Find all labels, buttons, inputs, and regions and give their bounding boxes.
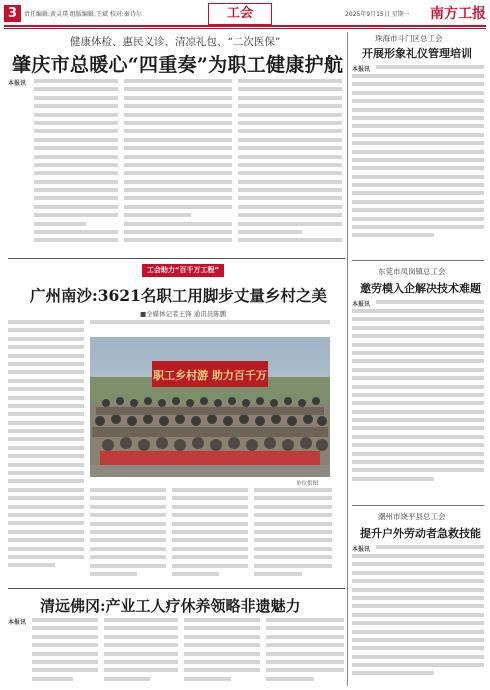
photo-credit: 单位供图 xyxy=(296,481,319,487)
bottom-byline: 本报讯 xyxy=(8,619,27,626)
feature-column-4 xyxy=(254,488,332,580)
sidebar-rule xyxy=(347,32,348,686)
bottom-column-4 xyxy=(266,618,344,686)
newspaper-logo: 南方工报 xyxy=(430,6,486,22)
sidebar-mid-body xyxy=(352,309,484,503)
header-rule-thin xyxy=(4,28,486,29)
lead-kicker: 健康体检、惠民义诊、清凉礼包、“二次医保” xyxy=(70,36,281,48)
feature-column-1 xyxy=(8,320,84,578)
sidebar-top-byline: 本报讯 xyxy=(352,66,371,73)
group-photo xyxy=(90,337,330,477)
sidebar-mid-byline: 本报讯 xyxy=(352,301,371,308)
lead-column-1 xyxy=(34,79,118,249)
sidebar-bottom-headline: 提升户外劳动者急救技能 xyxy=(360,527,481,540)
sidebar-bottom-body xyxy=(352,554,484,686)
bottom-headline: 清远佛冈:产业工人疗休养领略非遗魅力 xyxy=(40,597,301,615)
header-rule xyxy=(4,25,486,27)
sidebar-top-body xyxy=(352,74,484,258)
sidebar-divider-1 xyxy=(352,260,484,261)
feature-banner: 工会助力“百千万工程” xyxy=(142,264,224,277)
editor-credits: 责任编辑:黄灵璞 组版编辑:王斌 校对:秦诗尔 xyxy=(24,11,142,18)
sidebar-top-headline: 开展形象礼仪管理培训 xyxy=(362,47,472,60)
feature-byline: ■全媒体记者王锋 通讯员陈鹏 xyxy=(140,310,227,318)
feature-headline: 广州南沙:3621名职工用脚步丈量乡村之美 xyxy=(30,286,327,305)
section-title: 工会 xyxy=(208,3,272,25)
sidebar-divider-2 xyxy=(352,505,484,506)
sidebar-mid-kicker: 东莞市凤岗镇总工会 xyxy=(378,267,446,276)
bottom-column-2 xyxy=(104,618,178,686)
page-number: 3 xyxy=(4,5,21,22)
sidebar-mid-headline: 邀劳模入企解决技术难题 xyxy=(360,282,481,295)
sidebar-top-kicker: 珠海市斗门区总工会 xyxy=(375,34,443,43)
sidebar-bottom-kicker: 潮州市饶平县总工会 xyxy=(378,512,446,521)
lead-column-2 xyxy=(124,79,232,249)
feature-intro xyxy=(90,320,330,334)
lead-headline: 肇庆市总暖心“四重奏”为职工健康护航 xyxy=(12,54,344,76)
lead-column-3 xyxy=(238,79,342,249)
lead-byline: 本报讯 xyxy=(8,80,27,87)
bottom-column-1 xyxy=(32,618,98,686)
bottom-divider xyxy=(8,588,345,589)
issue-date: 2025年9月15日 星期一 xyxy=(345,11,410,18)
section-divider xyxy=(8,258,345,259)
sidebar-bottom-byline: 本报讯 xyxy=(352,546,371,553)
feature-column-3 xyxy=(172,488,248,580)
photo-banner-text: 职工乡村游 助力百千万 xyxy=(153,369,267,382)
bottom-column-3 xyxy=(184,618,260,686)
feature-column-2 xyxy=(90,488,166,580)
